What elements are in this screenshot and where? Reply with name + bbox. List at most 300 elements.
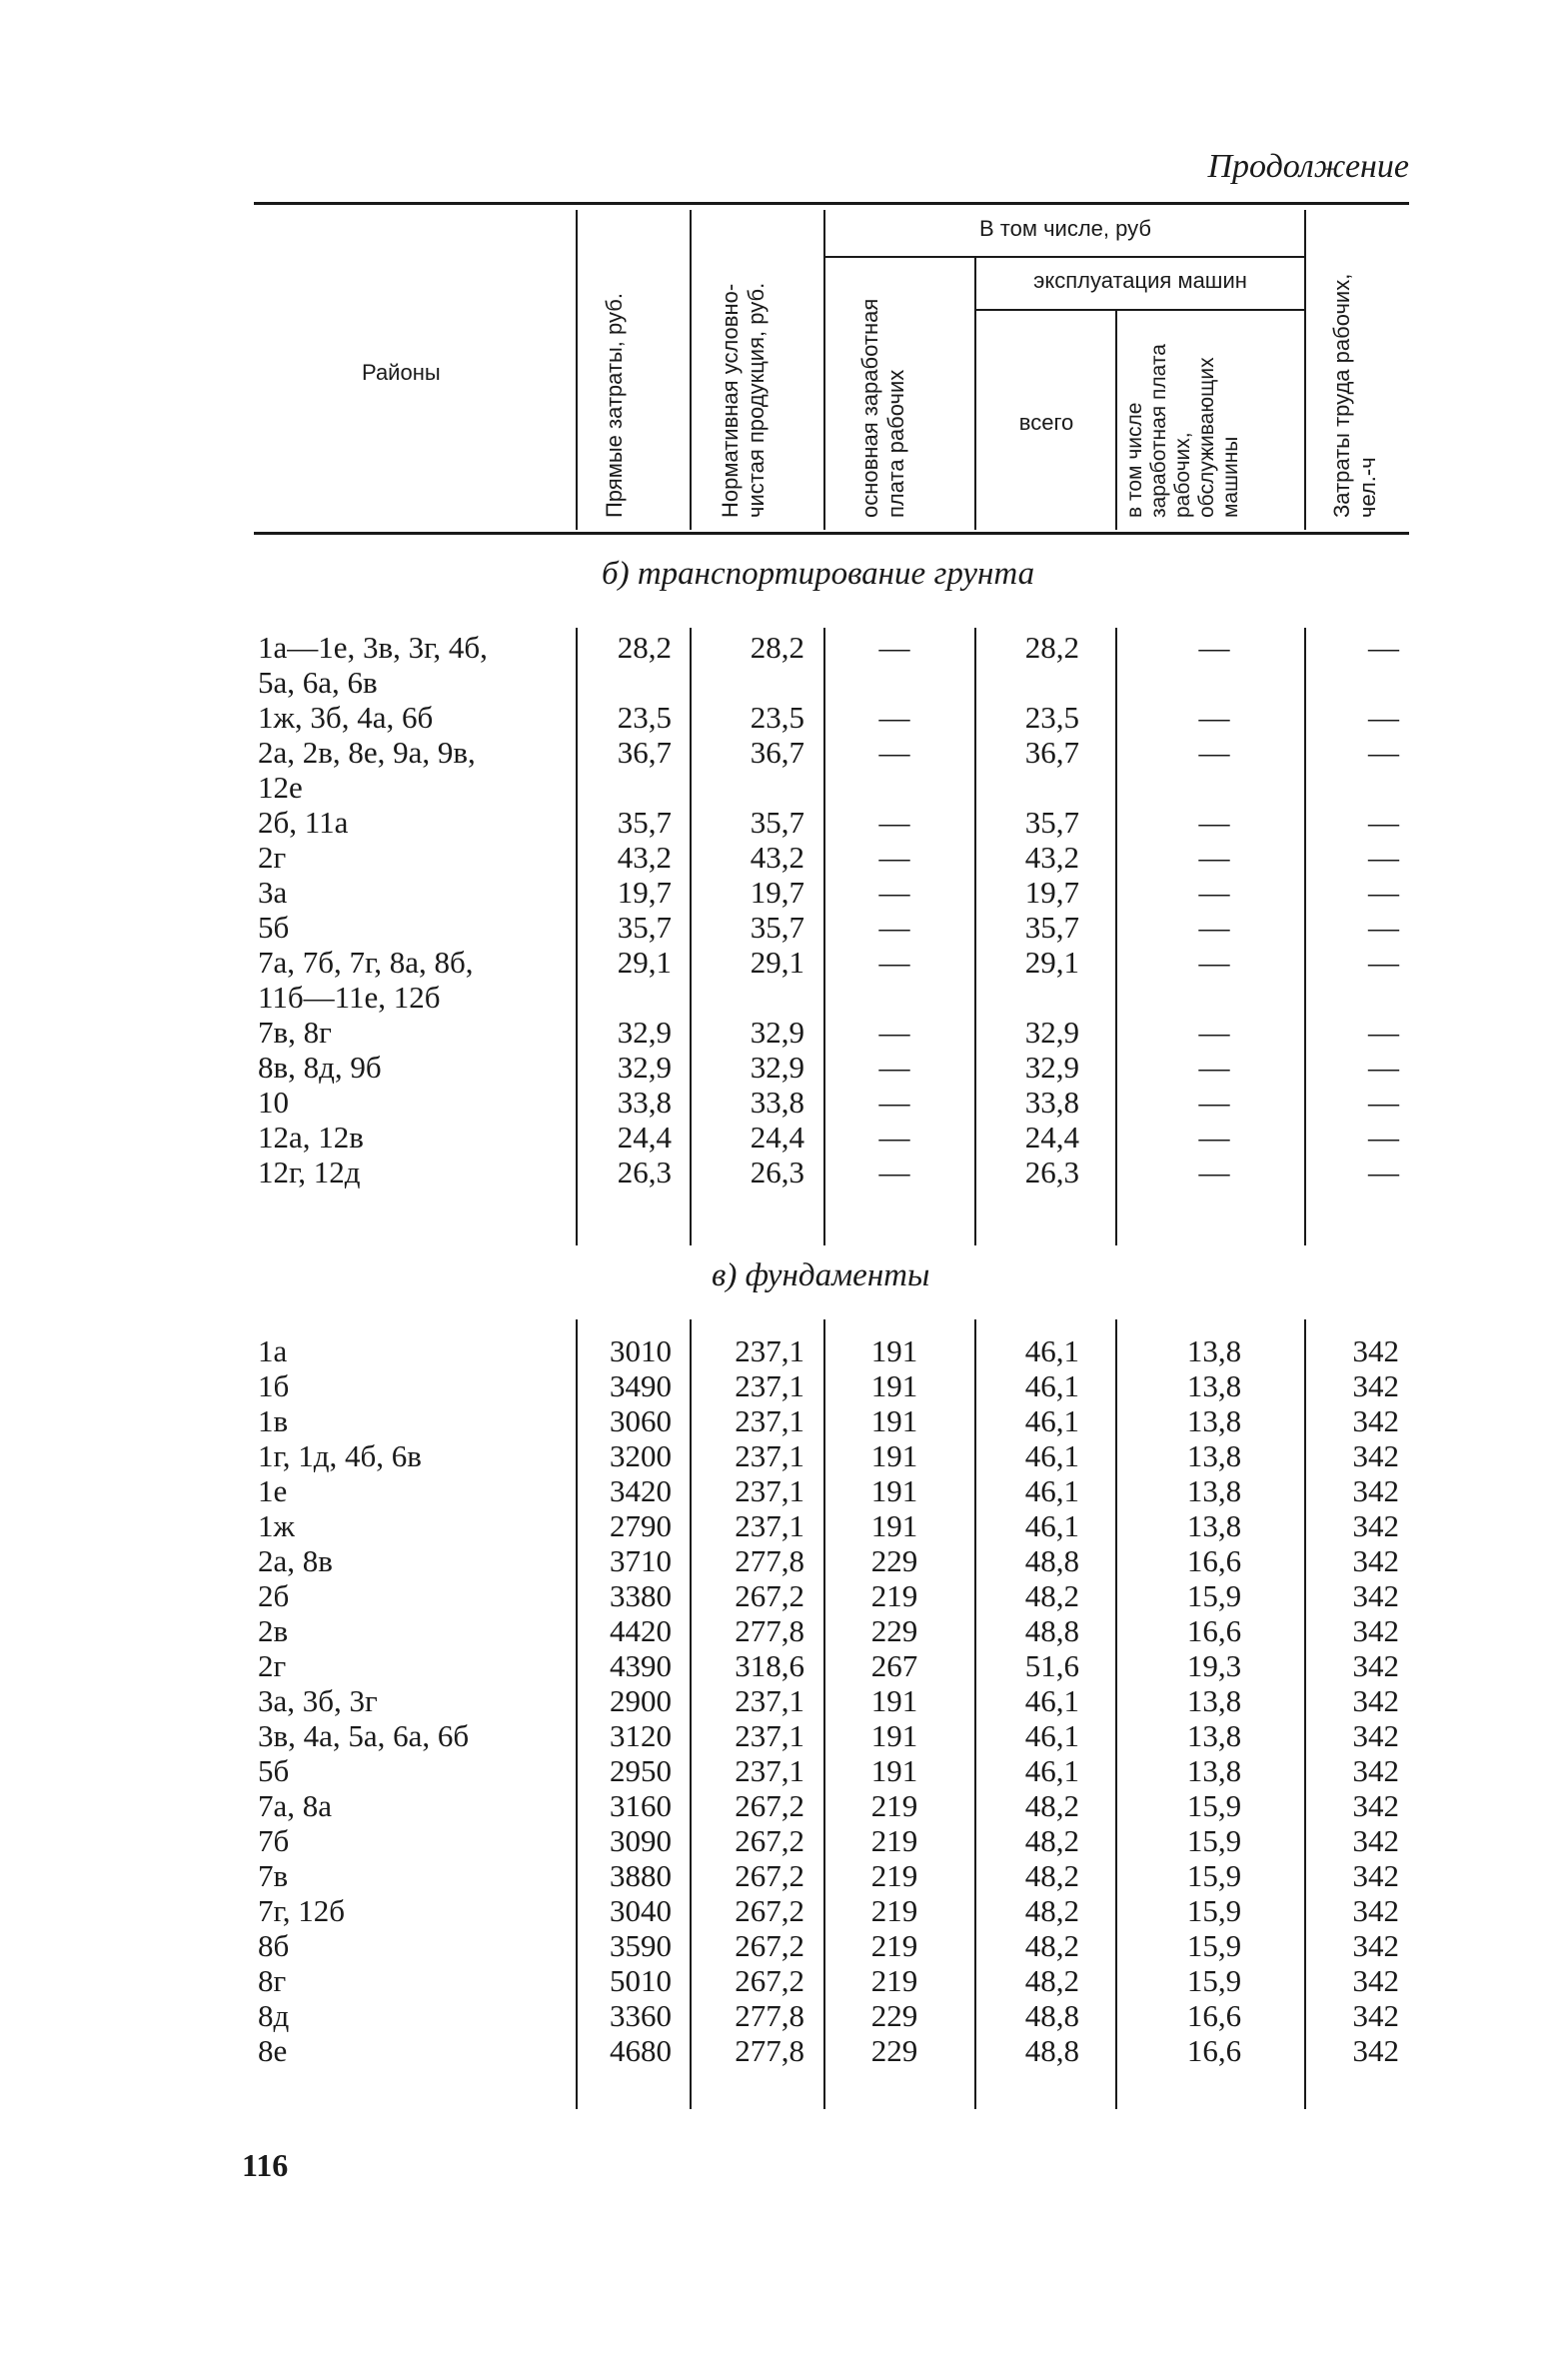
normative-product-cell: 277,8 [735,1998,804,2033]
region-cell: 7а, 8а [258,1788,333,1823]
machine-wage-cell: 16,6 [1186,2033,1242,2068]
direct-costs-cell: 3200 [610,1438,672,1473]
machine-wage-cell: 16,6 [1186,1998,1242,2033]
machine-total-cell: 32,9 [1024,1015,1079,1050]
machine-wage-cell: 15,9 [1186,1963,1242,1998]
normative-product-cell: 26,3 [750,1155,804,1189]
machine-wage-cell: 15,9 [1186,1823,1242,1858]
region-cell: 1в [258,1403,289,1438]
machine-total-cell: 32,9 [1024,1050,1079,1085]
machine-wage-cell: — [1198,700,1230,735]
direct-costs-cell: 3060 [610,1403,672,1438]
direct-costs-cell: 4420 [610,1613,672,1648]
machine-total-cell: 19,7 [1024,875,1079,910]
machine-total-cell: 43,2 [1024,840,1079,875]
normative-product-cell: 267,2 [735,1928,804,1963]
machine-wage-cell: — [1198,1120,1230,1155]
base-wage-cell: 219 [870,1578,918,1613]
machine-wage-cell: — [1198,1085,1230,1120]
table-row [0,1403,1568,1439]
page-number: 116 [242,2147,289,2183]
region-cell: 2б [258,1578,290,1613]
machine-total-cell: 33,8 [1024,1085,1079,1120]
machine-total-cell: 46,1 [1024,1753,1079,1788]
machine-wage-cell: 15,9 [1186,1858,1242,1893]
normative-product-cell: 237,1 [735,1753,804,1788]
labor-cell: 342 [1352,1578,1399,1613]
region-cell: 1г, 1д, 4б, 6в [258,1438,422,1473]
labor-cell: — [1368,875,1399,910]
direct-costs-cell: 3490 [610,1368,672,1403]
header-vline-1 [576,210,578,530]
normative-product-cell: 43,2 [750,840,804,875]
base-wage-cell: — [878,1155,910,1189]
machine-total-cell: 48,8 [1024,1998,1079,2033]
normative-product-cell: 32,9 [750,1015,804,1050]
base-wage-cell: 191 [870,1333,918,1368]
machine-total-cell: 48,2 [1024,1823,1079,1858]
normative-product-cell: 277,8 [735,1613,804,1648]
header-incl-wage: в том числе заработная плата рабочих, обслуживающих машины [1123,344,1242,518]
machine-wage-cell: 13,8 [1186,1368,1242,1403]
table-row [0,1438,1568,1474]
machine-wage-cell: 19,3 [1186,1648,1242,1683]
table-row [0,910,1568,946]
table-row [0,1368,1568,1404]
region-cell: 5б [258,1753,290,1788]
normative-product-cell: 35,7 [750,910,804,945]
region-cell: 8е [258,2033,288,2068]
normative-product-cell: 29,1 [750,945,804,980]
machine-wage-cell: — [1198,630,1230,665]
labor-cell: — [1368,1155,1399,1189]
region-cell: 2в [258,1613,289,1648]
normative-product-cell: 237,1 [735,1473,804,1508]
labor-cell: 342 [1352,1893,1399,1928]
region-cell: 7в [258,1858,289,1893]
normative-product-cell: 267,2 [735,1578,804,1613]
machine-total-cell: 48,8 [1024,1543,1079,1578]
normative-product-cell: 237,1 [735,1683,804,1718]
labor-cell: 342 [1352,1998,1399,2033]
table-row [0,1085,1568,1121]
header-base-wage: основная заработная плата рабочих [857,298,908,518]
machine-wage-cell: — [1198,945,1230,980]
region-cell: 10 [258,1085,289,1120]
labor-cell: 342 [1352,1963,1399,1998]
machine-total-cell: 48,8 [1024,1613,1079,1648]
header-normative-product: Нормативная условно-чистая продукция, руб. [718,282,769,518]
region-cell: 8г [258,1963,287,1998]
table-row [0,1648,1568,1684]
machine-wage-cell: 13,8 [1186,1683,1242,1718]
machine-total-cell: 48,2 [1024,1858,1079,1893]
table-row [0,1543,1568,1579]
machine-total-cell: 46,1 [1024,1683,1079,1718]
machine-wage-cell: — [1198,805,1230,840]
table-row [0,1015,1568,1051]
table-row [0,700,1568,736]
base-wage-cell: 191 [870,1403,918,1438]
base-wage-cell: — [878,805,910,840]
normative-product-cell: 277,8 [735,1543,804,1578]
machine-total-cell: 48,8 [1024,2033,1079,2068]
labor-cell: 342 [1352,1473,1399,1508]
continuation-label: Продолжение [1207,148,1409,185]
direct-costs-cell: 5010 [610,1963,672,1998]
base-wage-cell: 191 [870,1438,918,1473]
labor-cell: 342 [1352,1718,1399,1753]
table-row [0,1928,1568,1964]
base-wage-cell: 219 [870,1823,918,1858]
direct-costs-cell: 19,7 [617,875,672,910]
machine-total-cell: 29,1 [1024,945,1079,980]
base-wage-cell: 219 [870,1858,918,1893]
direct-costs-cell: 3090 [610,1823,672,1858]
direct-costs-cell: 32,9 [617,1050,672,1085]
machine-total-cell: 26,3 [1024,1155,1079,1189]
region-cell: 12а, 12в [258,1120,364,1155]
table-row [0,1963,1568,1999]
table-row [0,1120,1568,1156]
region-cell: 7а, 7б, 7г, 8а, 8б, [258,945,474,980]
region-cell: 3а [258,875,288,910]
header-labor: Затраты труда рабочих, чел.-ч [1329,273,1380,518]
table-row [0,1473,1568,1509]
direct-costs-cell: 3040 [610,1893,672,1928]
header-incl-rub: В том числе, руб [979,216,1151,241]
region-cell: 8д [258,1998,290,2033]
direct-costs-cell: 33,8 [617,1085,672,1120]
base-wage-cell: 191 [870,1683,918,1718]
header-vline-4 [974,258,976,530]
normative-product-cell: 267,2 [735,1788,804,1823]
table-row [0,1333,1568,1369]
machine-wage-cell: — [1198,840,1230,875]
machine-total-cell: 46,1 [1024,1473,1079,1508]
header-vline-2 [690,210,692,530]
direct-costs-cell: 3160 [610,1788,672,1823]
base-wage-cell: 267 [870,1648,918,1683]
machine-wage-cell: 13,8 [1186,1753,1242,1788]
direct-costs-cell: 3120 [610,1718,672,1753]
labor-cell: 342 [1352,2033,1399,2068]
machine-total-cell: 48,2 [1024,1928,1079,1963]
labor-cell: 342 [1352,1613,1399,1648]
region-cell: 2б, 11а [258,805,349,840]
machine-total-cell: 35,7 [1024,805,1079,840]
normative-product-cell: 237,1 [735,1368,804,1403]
table-row [0,1578,1568,1614]
normative-product-cell: 35,7 [750,805,804,840]
machine-wage-cell: 15,9 [1186,1893,1242,1928]
table-row [0,2033,1568,2069]
table-row [0,1683,1568,1719]
table-row [0,770,1568,806]
base-wage-cell: 191 [870,1473,918,1508]
header-direct-costs: Прямые затраты, руб. [602,293,627,518]
labor-cell: 342 [1352,1508,1399,1543]
base-wage-cell: 191 [870,1718,918,1753]
machine-total-cell: 46,1 [1024,1368,1079,1403]
labor-cell: 342 [1352,1823,1399,1858]
table-row [0,1508,1568,1544]
region-cell: 1ж [258,1508,295,1543]
labor-cell: — [1368,1085,1399,1120]
direct-costs-cell: 43,2 [617,840,672,875]
machine-wage-cell: — [1198,875,1230,910]
normative-product-cell: 32,9 [750,1050,804,1085]
labor-cell: — [1368,1050,1399,1085]
normative-product-cell: 19,7 [750,875,804,910]
machine-total-cell: 46,1 [1024,1508,1079,1543]
labor-cell: 342 [1352,1543,1399,1578]
region-cell: 12г, 12д [258,1155,361,1189]
normative-product-cell: 23,5 [750,700,804,735]
machine-total-cell: 36,7 [1024,735,1079,770]
incl-rub-rule [825,256,1305,258]
machine-wage-cell: 13,8 [1186,1473,1242,1508]
base-wage-cell: — [878,945,910,980]
section-title-foundations: в) фундаменты [712,1257,930,1293]
base-wage-cell: — [878,1120,910,1155]
base-wage-cell: 191 [870,1368,918,1403]
labor-cell: 342 [1352,1753,1399,1788]
machine-total-cell: 48,2 [1024,1578,1079,1613]
region-cell: 7б [258,1823,290,1858]
table-row [0,875,1568,911]
table-row [0,630,1568,666]
region-cell: 2а, 8в [258,1543,333,1578]
base-wage-cell: — [878,700,910,735]
labor-cell: — [1368,1015,1399,1050]
base-wage-cell: — [878,630,910,665]
region-cell: 5а, 6а, 6в [258,665,378,700]
direct-costs-cell: 2790 [610,1508,672,1543]
machine-wage-cell: 13,8 [1186,1403,1242,1438]
machine-total-cell: 46,1 [1024,1718,1079,1753]
header-vline-3 [823,210,825,530]
direct-costs-cell: 36,7 [617,735,672,770]
region-cell: 3а, 3б, 3г [258,1683,378,1718]
labor-cell: 342 [1352,1333,1399,1368]
machine-wage-cell: 13,8 [1186,1718,1242,1753]
base-wage-cell: 219 [870,1963,918,1998]
base-wage-cell: 219 [870,1928,918,1963]
machine-wage-cell: 16,6 [1186,1613,1242,1648]
normative-product-cell: 33,8 [750,1085,804,1120]
region-cell: 11б—11е, 12б [258,980,441,1015]
base-wage-cell: 219 [870,1893,918,1928]
direct-costs-cell: 4390 [610,1648,672,1683]
region-cell: 1а [258,1333,288,1368]
direct-costs-cell: 23,5 [617,700,672,735]
machine-wage-cell: — [1198,910,1230,945]
table-row [0,1155,1568,1190]
table-row [0,1858,1568,1894]
base-wage-cell: 191 [870,1753,918,1788]
base-wage-cell: — [878,1085,910,1120]
machine-wage-cell: 15,9 [1186,1928,1242,1963]
direct-costs-cell: 3590 [610,1928,672,1963]
region-cell: 5б [258,910,290,945]
direct-costs-cell: 3360 [610,1998,672,2033]
table-row [0,1998,1568,2034]
region-cell: 7г, 12б [258,1893,345,1928]
normative-product-cell: 267,2 [735,1823,804,1858]
normative-product-cell: 267,2 [735,1893,804,1928]
header-vline-5 [1115,311,1117,530]
direct-costs-cell: 29,1 [617,945,672,980]
labor-cell: 342 [1352,1368,1399,1403]
header-machine-operation: эксплуатация машин [1033,268,1247,293]
region-cell: 3в, 4а, 5а, 6а, 6б [258,1718,470,1753]
labor-cell: — [1368,700,1399,735]
machine-wage-cell: 13,8 [1186,1438,1242,1473]
table-row [0,1718,1568,1754]
labor-cell: — [1368,910,1399,945]
header-regions: Районы [362,360,441,385]
labor-cell: 342 [1352,1403,1399,1438]
base-wage-cell: 229 [870,1613,918,1648]
region-cell: 1ж, 3б, 4а, 6б [258,700,434,735]
machine-wage-cell: 16,6 [1186,1543,1242,1578]
table-row [0,1823,1568,1859]
direct-costs-cell: 3380 [610,1578,672,1613]
machine-wage-cell: — [1198,1050,1230,1085]
table-row [0,980,1568,1016]
machine-operation-rule [975,309,1305,311]
machine-wage-cell: 13,8 [1186,1333,1242,1368]
labor-cell: — [1368,630,1399,665]
base-wage-cell: — [878,875,910,910]
base-wage-cell: 229 [870,1998,918,2033]
base-wage-cell: 219 [870,1788,918,1823]
table-row [0,1893,1568,1929]
direct-costs-cell: 24,4 [617,1120,672,1155]
labor-cell: — [1368,805,1399,840]
labor-cell: 342 [1352,1648,1399,1683]
normative-product-cell: 24,4 [750,1120,804,1155]
base-wage-cell: 229 [870,2033,918,2068]
table-row [0,1788,1568,1824]
header-vline-6 [1304,210,1306,530]
table-row [0,1613,1568,1649]
base-wage-cell: — [878,910,910,945]
normative-product-cell: 277,8 [735,2033,804,2068]
region-cell: 8б [258,1928,290,1963]
region-cell: 12е [258,770,303,805]
base-wage-cell: 191 [870,1508,918,1543]
direct-costs-cell: 32,9 [617,1015,672,1050]
table-row [0,1753,1568,1789]
header-total: всего [1018,410,1074,435]
base-wage-cell: — [878,1050,910,1085]
machine-total-cell: 23,5 [1024,700,1079,735]
table-row [0,665,1568,701]
normative-product-cell: 237,1 [735,1508,804,1543]
labor-cell: 342 [1352,1438,1399,1473]
normative-product-cell: 237,1 [735,1438,804,1473]
base-wage-cell: — [878,1015,910,1050]
machine-wage-cell: — [1198,1015,1230,1050]
normative-product-cell: 267,2 [735,1963,804,1998]
normative-product-cell: 237,1 [735,1333,804,1368]
machine-total-cell: 28,2 [1024,630,1079,665]
table-row [0,840,1568,876]
labor-cell: — [1368,1120,1399,1155]
labor-cell: — [1368,735,1399,770]
direct-costs-cell: 35,7 [617,805,672,840]
direct-costs-cell: 3420 [610,1473,672,1508]
table-row [0,805,1568,841]
region-cell: 7в, 8г [258,1015,332,1050]
machine-wage-cell: 15,9 [1186,1578,1242,1613]
labor-cell: 342 [1352,1858,1399,1893]
machine-total-cell: 35,7 [1024,910,1079,945]
region-cell: 2г [258,1648,287,1683]
labor-cell: — [1368,840,1399,875]
machine-wage-cell: — [1198,1155,1230,1189]
region-cell: 2а, 2в, 8е, 9а, 9в, [258,735,476,770]
labor-cell: 342 [1352,1788,1399,1823]
direct-costs-cell: 26,3 [617,1155,672,1189]
machine-total-cell: 46,1 [1024,1438,1079,1473]
region-cell: 1а—1е, 3в, 3г, 4б, [258,630,488,665]
normative-product-cell: 318,6 [735,1648,804,1683]
normative-product-cell: 28,2 [750,630,804,665]
machine-total-cell: 46,1 [1024,1333,1079,1368]
direct-costs-cell: 3710 [610,1543,672,1578]
direct-costs-cell: 2950 [610,1753,672,1788]
labor-cell: — [1368,945,1399,980]
table-row [0,735,1568,771]
machine-wage-cell: — [1198,735,1230,770]
direct-costs-cell: 3880 [610,1858,672,1893]
table-row [0,945,1568,981]
direct-costs-cell: 35,7 [617,910,672,945]
region-cell: 2г [258,840,287,875]
normative-product-cell: 267,2 [735,1858,804,1893]
machine-wage-cell: 13,8 [1186,1508,1242,1543]
machine-total-cell: 51,6 [1024,1648,1079,1683]
machine-total-cell: 48,2 [1024,1788,1079,1823]
region-cell: 1б [258,1368,290,1403]
header-bottom-rule [254,532,1409,535]
machine-total-cell: 46,1 [1024,1403,1079,1438]
labor-cell: 342 [1352,1928,1399,1963]
normative-product-cell: 237,1 [735,1403,804,1438]
direct-costs-cell: 4680 [610,2033,672,2068]
region-cell: 1е [258,1473,288,1508]
table-top-rule [254,202,1409,205]
machine-total-cell: 48,2 [1024,1893,1079,1928]
machine-wage-cell: 15,9 [1186,1788,1242,1823]
machine-total-cell: 24,4 [1024,1120,1079,1155]
base-wage-cell: 229 [870,1543,918,1578]
section-title-transport: б) транспортирование грунта [602,556,1035,592]
table-row [0,1050,1568,1086]
labor-cell: 342 [1352,1683,1399,1718]
base-wage-cell: — [878,735,910,770]
normative-product-cell: 237,1 [735,1718,804,1753]
region-cell: 8в, 8д, 9б [258,1050,382,1085]
direct-costs-cell: 2900 [610,1683,672,1718]
machine-total-cell: 48,2 [1024,1963,1079,1998]
normative-product-cell: 36,7 [750,735,804,770]
base-wage-cell: — [878,840,910,875]
direct-costs-cell: 28,2 [617,630,672,665]
